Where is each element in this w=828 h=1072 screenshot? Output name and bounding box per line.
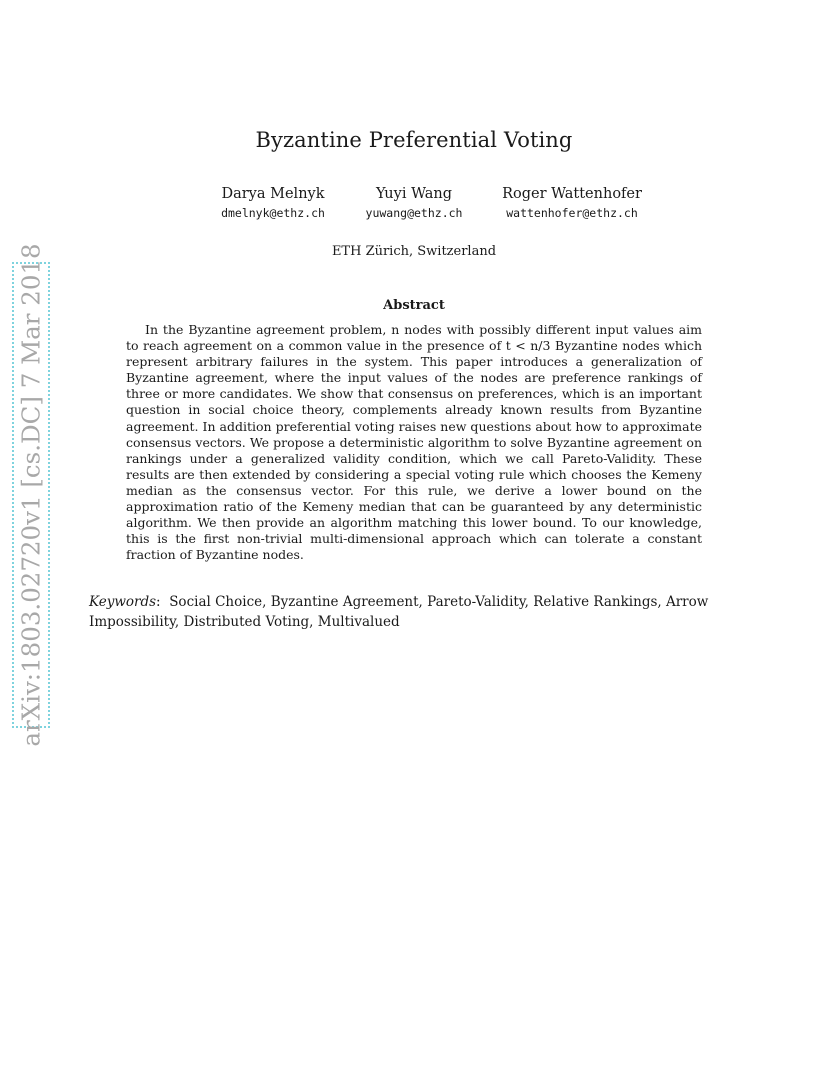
author-block [208, 185, 338, 220]
author-block [489, 185, 655, 220]
keywords-label: Keywords [89, 594, 157, 610]
affiliation: ETH Zürich, Switzerland [331, 244, 497, 259]
abstract-body: In the Byzantine agreement problem, n nodes with possibly different input values aim to reach agreement on a common value in the presence of t < n/3 Byzantine nodes which represent arbitrary failures in the system. This paper introduces a generalization of Byzantine agreement, where the input values of the nodes are preference rankings of three or more candidates. We show that consensus on preferences, which is an important question in social choice theory, complements already known results from Byzantine agreement. In addition preferential voting raises new questions about how to approximate consensus vectors. We propose a deterministic algorithm to solve Byzantine agreement on rankings under a generalized validity condition, which we call Pareto-Validity. These results are then extended by considering a special voting rule which chooses the Kemeny median as the consensus vector. For this rule, we derive a lower bound on the approximation ratio of the Kemeny median that can be guaranteed by any deterministic algorithm. We then provide an algorithm matching this lower bound. To our knowledge, this is the first non-trivial multi-dimensional approach which can tolerate a constant fraction of Byzantine nodes. [126, 322, 702, 563]
author-block [349, 185, 479, 220]
author-name: Yuyi Wang [376, 186, 452, 202]
paper-title: Byzantine Preferential Voting [255, 128, 573, 152]
abstract-heading: Abstract [383, 298, 445, 313]
keywords-paragraph: Keywords: Social Choice, Byzantine Agreement, Pareto-Validity, Relative Rankings, Arrow Impossibility, Distributed Voting, Multivalued [89, 594, 709, 630]
arxiv-identifier-stamp[interactable] [12, 243, 50, 747]
author-email: yuwang@ethz.ch [365, 206, 463, 220]
author-email: dmelnyk@ethz.ch [221, 206, 325, 220]
author-name: Darya Melnyk [221, 186, 325, 202]
keywords-list: Social Choice, Byzantine Agreement, Pareto-Validity, Relative Rankings, Arrow Impossibility, Distributed Voting, Multivalued [89, 594, 709, 630]
author-email: wattenhofer@ethz.ch [506, 206, 638, 220]
arxiv-identifier-text: arXiv:1803.02720v1 [cs.DC] 7 Mar 2018 [16, 243, 46, 747]
author-name: Roger Wattenhofer [502, 186, 642, 202]
